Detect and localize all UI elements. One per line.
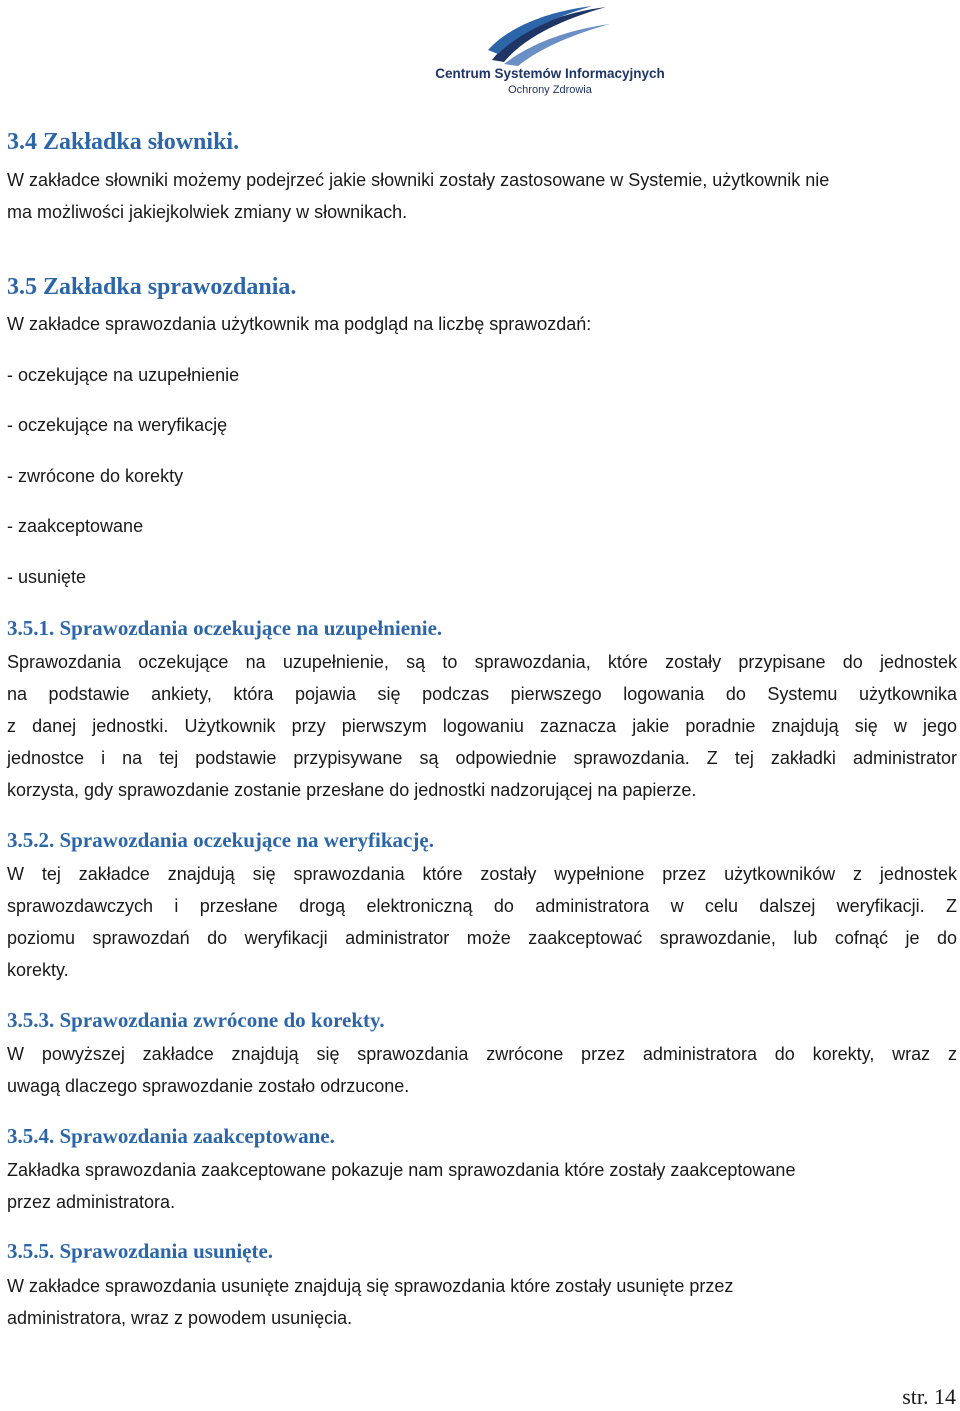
heading-3-5-3: 3.5.3. Sprawozdania zwrócone do korekty. — [7, 1008, 385, 1032]
heading-3-5: 3.5 Zakładka sprawozdania. — [7, 274, 297, 300]
heading-3-5-5: 3.5.5. Sprawozdania usunięte. — [7, 1239, 274, 1263]
paragraph-3-5-1: Sprawozdania oczekujące na uzupełnienie, są to sprawozdania, które zostały przypisane do jednostek na podstawie ankiety, która pojawia się podczas pierwszego logowania do Systemu użytkownika z danej jednostki. Użytkownik przy pierwszym logowaniu zaznacza jakie poradnie znajdują się w jego jednostce i na tej podstawie przypisywane są odpowiednie sprawozdania. Z tej zakładki administrator korzysta, gdy sprawozdanie zostanie przesłane do jednostki nadzorującej na papierze. — [7, 652, 957, 800]
list-item: - usunięte — [7, 567, 87, 587]
page-number: str. 14 — [902, 1384, 956, 1409]
logo-subtitle: Ochrony Zdrowia — [508, 84, 592, 96]
heading-3-5-2: 3.5.2. Sprawozdania oczekujące na weryfikację. — [7, 828, 434, 852]
heading-3-5-4: 3.5.4. Sprawozdania zaakceptowane. — [7, 1124, 335, 1148]
heading-3-5-1: 3.5.1. Sprawozdania oczekujące na uzupełnienie. — [7, 616, 443, 640]
list-item: - oczekujące na uzupełnienie — [7, 365, 240, 385]
list-item: - oczekujące na weryfikację — [7, 415, 228, 435]
paragraph-3-5-2: W tej zakładce znajdują się sprawozdania które zostały wypełnione przez użytkowników z jednostek sprawozdawczych i przesłane drogą elektroniczną do administratora w celu dalszej weryfikacji. Z poziomu sprawozdań do weryfikacji administrator może zaakceptować sprawozdanie, lub cofnąć je do korekty. — [7, 864, 957, 980]
header-logo — [432, 4, 672, 96]
list-item: - zwrócone do korekty — [7, 466, 184, 486]
paragraph-3-5-intro: W zakładce sprawozdania użytkownik ma podgląd na liczbę sprawozdań: — [7, 314, 592, 334]
paragraph-3-5-3: W powyższej zakładce znajdują się sprawozdania zwrócone przez administratora do korekty, wraz z uwagą dlaczego sprawozdanie zostało odrzucone. — [7, 1044, 957, 1096]
logo-title: Centrum Systemów Informacyjnych — [435, 66, 665, 81]
paragraph-3-5-5: W zakładce sprawozdania usunięte znajdują się sprawozdania które zostały usunięte przez administratora, wraz z powodem usunięcia. — [7, 1276, 734, 1328]
list-item: - zaakceptowane — [7, 516, 144, 536]
heading-3-4: 3.4 Zakładka słowniki. — [7, 129, 240, 155]
paragraph-3-4: W zakładce słowniki możemy podejrzeć jakie słowniki zostały zastosowane w Systemie, użytkownik nie ma możliwości jakiejkolwiek zmiany w słownikach. — [7, 170, 830, 222]
swoosh-logo-icon — [482, 4, 612, 66]
paragraph-3-5-4: Zakładka sprawozdania zaakceptowane pokazuje nam sprawozdania które zostały zaakceptowane przez administratora. — [7, 1160, 796, 1212]
